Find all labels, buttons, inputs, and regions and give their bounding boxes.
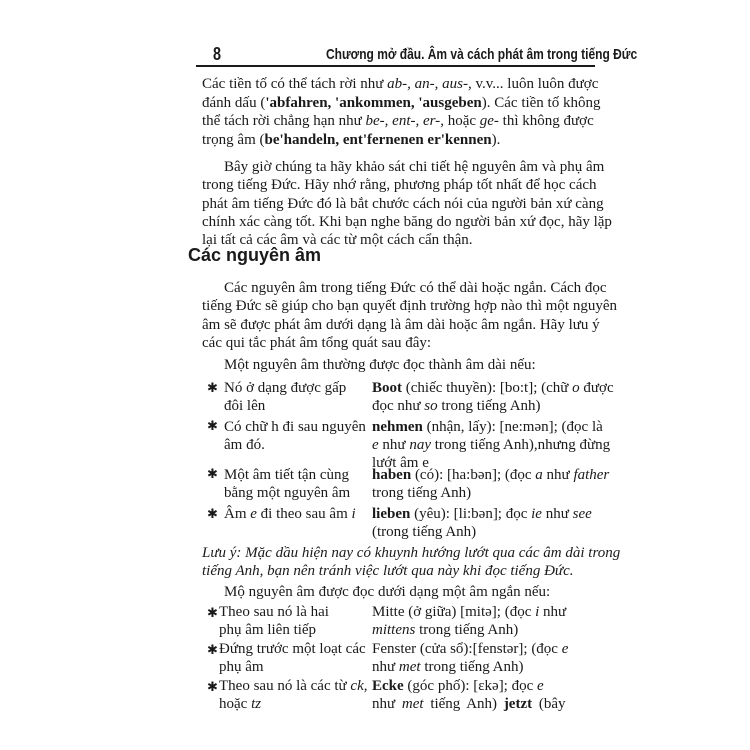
short-rule3-cond-line2: hoặc tz [219, 696, 262, 712]
page-number: 8 [213, 44, 222, 64]
para3-line2: tiếng Đức sẽ giúp cho bạn quyết định trường hợp nào thì một nguyên [202, 298, 617, 314]
long-rule2-cond-line1: Có chữ h đi sau nguyên [224, 419, 366, 435]
short-rule1-example-line1: Mitte (ở giữa) [mitə]; (đọc i như [372, 604, 567, 620]
para2-line1: Bây giờ chúng ta hãy khảo sát chi tiết hệ nguyên âm và phụ âm [224, 159, 605, 175]
short-rule1-example-line2: mittens trong tiếng Anh) [372, 622, 519, 638]
para2-line4: chính xác càng tốt. Khi bạn nghe băng do người bản xứ đọc, hãy lặp [202, 214, 612, 230]
bullet-icon: ✱ [207, 380, 218, 395]
bullet-icon: ✱ [207, 466, 218, 481]
para3-line4: các qui tắc phát âm tổng quát sau đây: [202, 335, 432, 351]
para3-line3: âm sẽ được phát âm dưới dạng là âm dài hoặc âm ngắn. Hãy lưu ý [202, 317, 600, 333]
bullet-icon: ✱ [207, 418, 218, 433]
short-rule2-example-line1: Fenster (cửa sổ):[fenstər]; (đọc e [372, 641, 569, 657]
long-rule2-example-line1: nehmen (nhận, lấy): [ne:mən]; (đọc là [372, 419, 603, 435]
short-rule3-cond-line1: Theo sau nó là các từ ck, [219, 678, 368, 694]
short-rule2-example-line2: như met trong tiếng Anh) [372, 659, 524, 675]
para2-line2: trong tiếng Đức. Hãy nhớ rằng, phương pháp tốt nhất để học cách [202, 177, 597, 193]
long-rule3-cond-line2: bằng một nguyên âm [224, 485, 351, 501]
long-vowel-intro: Một nguyên âm thường được đọc thành âm dài nếu: [224, 357, 536, 373]
long-rule2-cond-line2: âm đó. [224, 437, 265, 453]
long-rule1-example-line2: đọc như so trong tiếng Anh) [372, 398, 541, 414]
long-rule1-cond-line2: đôi lên [224, 398, 266, 414]
bullet-icon: ✱ [207, 506, 218, 521]
long-rule3-example-line1: haben (có): [ha:bən]; (đọc a như father [372, 467, 610, 483]
section-title: Các nguyên âm [188, 245, 322, 265]
long-rule3-example-line2: trong tiếng Anh) [372, 485, 472, 501]
para2-line3: phát âm tiếng Đức đó là bắt chước cách nói của người bản xứ càng [202, 196, 604, 212]
short-rule2-cond-line2: phụ âm [219, 659, 264, 675]
running-header-title: Chương mở đầu. Âm và cách phát âm trong tiếng Đức [326, 46, 638, 63]
bullet-icon: ✱ [207, 642, 218, 657]
long-rule2-example-line3: lướt âm e [372, 455, 429, 471]
long-rule1-example-line1: Boot (chiếc thuyền): [bo:t]; (chữ o được [372, 380, 614, 396]
long-rule4-cond-line1: Âm e đi theo sau âm i [224, 506, 356, 522]
short-vowel-intro: Mộ nguyên âm được đọc dưới dạng một âm ngắn nếu: [224, 584, 551, 600]
long-rule1-cond-line1: Nó ở dạng được gấp [224, 380, 347, 396]
short-rule1-cond-line1: Theo sau nó là hai [219, 604, 329, 620]
short-rule1-cond-line2: phụ âm liên tiếp [219, 622, 317, 638]
short-rule3-example-line1: Ecke (góc phố): [ɛkə]; đọc e [372, 678, 544, 694]
header-rule [196, 65, 595, 67]
bullet-icon: ✱ [207, 679, 218, 694]
para1-line4: trọng âm (be'handeln, ent'fernenen er'kennen). [202, 132, 501, 148]
long-rule2-example-line2: e như nay trong tiếng Anh),nhưng đừng [372, 437, 611, 453]
para1-line3: thể tách rời chẳng hạn như be-, ent-, er-, hoặc ge- thì không được [202, 113, 594, 129]
short-rule3-example-line2: như met tiếng Anh) jetzt (bây [372, 696, 566, 712]
long-rule4-example-line2: (trong tiếng Anh) [372, 524, 477, 540]
para1-line2: đánh dấu ('abfahren, 'ankommen, 'ausgeben). Các tiền tố không [202, 95, 601, 111]
note-line1: Lưu ý: Mặc dầu hiện nay có khuynh hướng lướt qua các âm dài trong [202, 545, 621, 561]
bullet-icon: ✱ [207, 605, 218, 620]
para1-line1: Các tiền tố có thể tách rời như ab-, an-, aus-, v.v... luôn luôn được [202, 76, 599, 92]
note-line2: tiếng Anh, bạn nên tránh việc lướt qua này khi đọc tiếng Đức. [202, 563, 574, 579]
long-rule4-example-line1: lieben (yêu): [li:bən]; đọc ie như see [372, 506, 592, 522]
para2-line5: lại tất cả các âm và các từ một cách cẩn thận. [202, 232, 473, 248]
long-rule3-cond-line1: Một âm tiết tận cùng [224, 467, 349, 483]
para3-line1: Các nguyên âm trong tiếng Đức có thể dài hoặc ngắn. Cách đọc [224, 280, 607, 296]
short-rule2-cond-line1: Đứng trước một loạt các [219, 641, 366, 657]
